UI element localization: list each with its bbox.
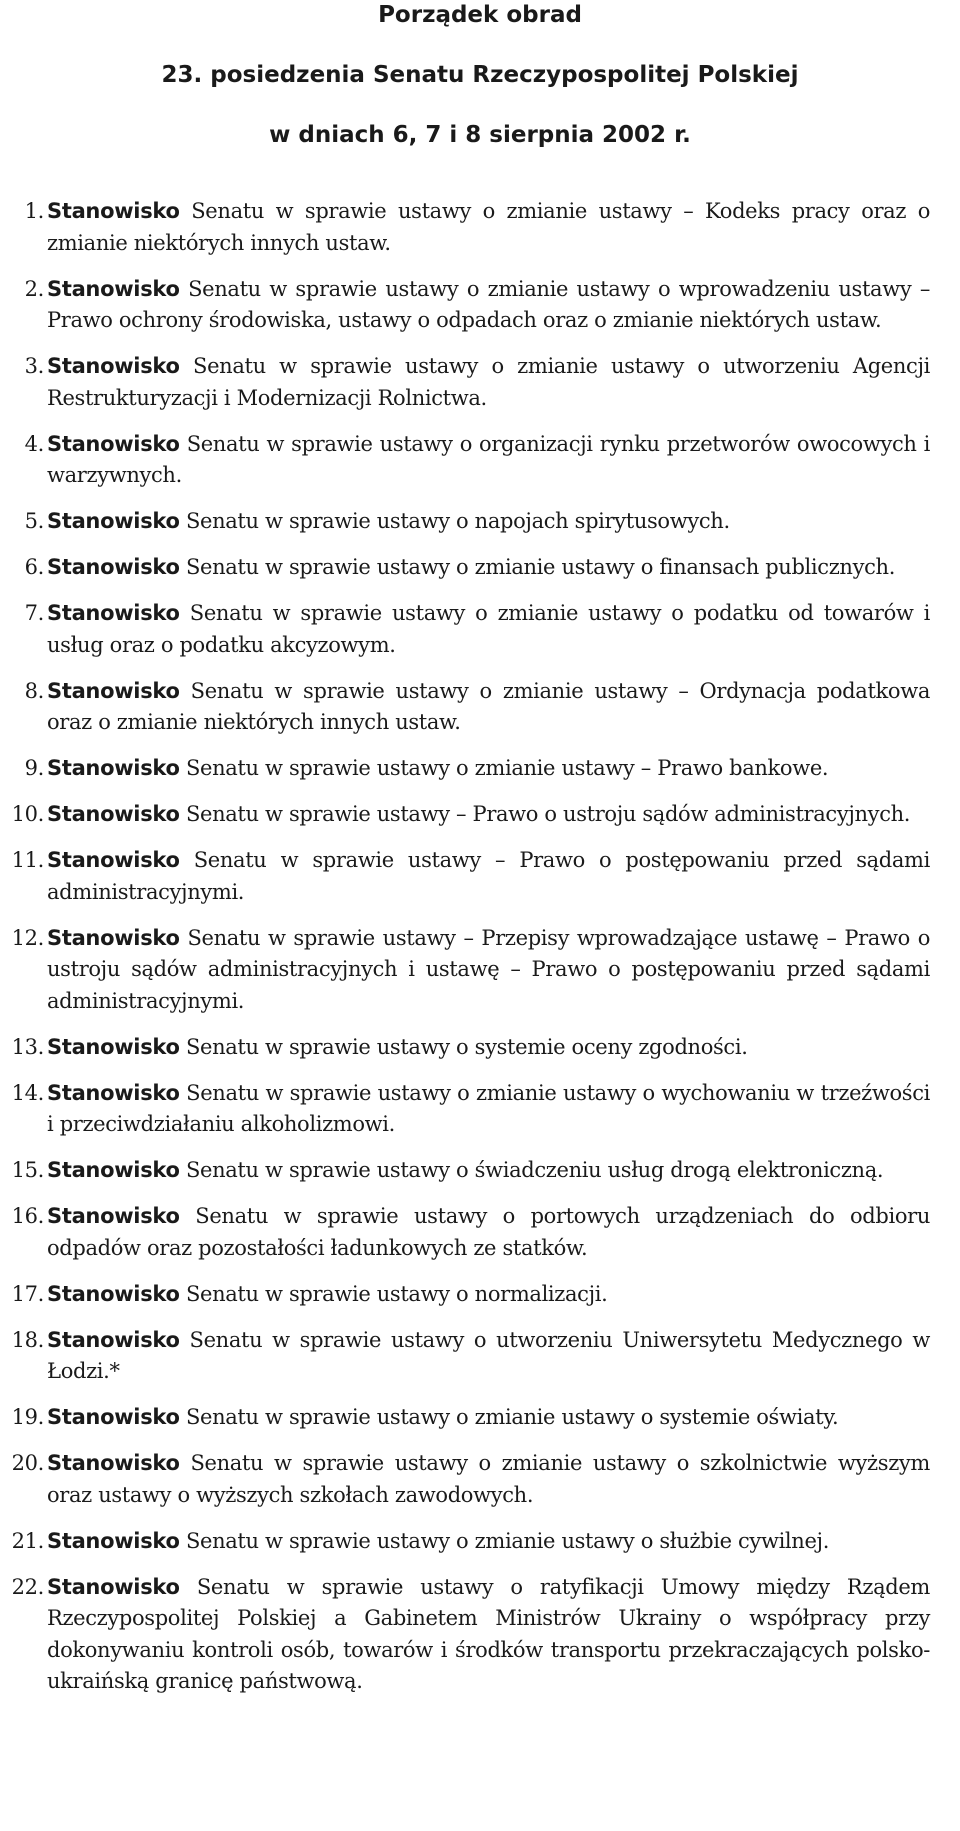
agenda-item-9 <box>16 753 930 785</box>
item-keyword: Stanowisko <box>47 925 180 950</box>
agenda-item-6 <box>16 552 930 584</box>
item-number: 15. <box>11 1158 44 1182</box>
item-number: 2. <box>24 276 44 301</box>
session-dates: w dniach 6, 7 i 8 sierpnia 2002 r. <box>269 122 691 148</box>
agenda-item-18 <box>11 1325 930 1388</box>
item-keyword: Stanowisko <box>47 1451 180 1475</box>
item-number: 11. <box>11 848 44 872</box>
item-text: Senatu w sprawie ustawy – Prawo o ustroju sądów administracyjnych. <box>179 802 911 826</box>
item-keyword: Stanowisko <box>47 1080 180 1105</box>
item-text: Senatu w sprawie ustawy o zmianie ustawy – Kodeks pracy oraz o zmianie niektórych innych ustaw. <box>47 199 930 255</box>
item-number: 19. <box>11 1405 44 1429</box>
item-text: Senatu w sprawie ustawy o zmianie ustawy o szkolnictwie wyższym oraz ustawy o wyższych szkołach zawodowych. <box>47 1451 930 1507</box>
item-text: Senatu w sprawie ustawy o zmianie ustawy o służbie cywilnej. <box>179 1528 830 1553</box>
item-text: Senatu w sprawie ustawy o normalizacji. <box>179 1281 608 1306</box>
agenda-item-1 <box>16 196 930 259</box>
agenda-item-20 <box>11 1448 930 1511</box>
item-keyword: Stanowisko <box>47 276 180 301</box>
item-keyword: Stanowisko <box>47 199 180 223</box>
item-keyword: Stanowisko <box>47 1405 180 1429</box>
item-number: 12. <box>11 925 44 950</box>
item-text: Senatu w sprawie ustawy o organizacji rynku przetworów owocowych i warzywnych. <box>47 431 930 487</box>
agenda-item-3 <box>16 351 930 414</box>
item-number: 20. <box>11 1451 44 1475</box>
item-number: 4. <box>24 431 44 456</box>
item-number: 9. <box>24 756 44 780</box>
agenda-item-16 <box>11 1201 930 1264</box>
item-keyword: Stanowisko <box>47 431 180 456</box>
item-text: Senatu w sprawie ustawy o zmianie ustawy o systemie oświaty. <box>179 1405 839 1429</box>
session-subtitle: 23. posiedzenia Senatu Rzeczypospolitej Polskiej <box>161 62 799 88</box>
item-number: 7. <box>24 601 44 625</box>
item-text: Senatu w sprawie ustawy o zmianie ustawy – Prawo bankowe. <box>179 756 829 780</box>
agenda-item-12 <box>11 923 930 1018</box>
agenda-item-5 <box>16 506 930 538</box>
item-text: Senatu w sprawie ustawy o portowych urządzeniach do odbioru odpadów oraz pozostałości ładunkowych ze statków. <box>47 1204 930 1260</box>
item-text: Senatu w sprawie ustawy o napojach spirytusowych. <box>179 509 730 533</box>
item-keyword: Stanowisko <box>47 509 180 533</box>
item-number: 1. <box>24 199 44 223</box>
item-keyword: Stanowisko <box>47 802 180 826</box>
item-keyword: Stanowisko <box>47 1574 180 1599</box>
item-keyword: Stanowisko <box>47 1528 180 1553</box>
agenda-item-22 <box>11 1572 930 1698</box>
item-number: 5. <box>24 509 44 533</box>
agenda-item-7 <box>16 598 930 661</box>
item-keyword: Stanowisko <box>47 678 180 703</box>
item-keyword: Stanowisko <box>47 1204 180 1228</box>
agenda-list <box>11 196 930 1712</box>
item-keyword: Stanowisko <box>47 1327 180 1352</box>
item-keyword: Stanowisko <box>47 756 180 780</box>
agenda-item-13 <box>11 1032 930 1064</box>
item-number: 13. <box>11 1034 44 1059</box>
item-number: 22. <box>11 1574 44 1599</box>
item-keyword: Stanowisko <box>47 848 180 872</box>
item-text: Senatu w sprawie ustawy – Prawo o postępowaniu przed sądami administracyjnymi. <box>47 848 930 904</box>
agenda-item-2 <box>16 274 930 337</box>
item-number: 21. <box>11 1528 44 1553</box>
item-text: Senatu w sprawie ustawy o zmianie ustawy o podatku od towarów i usług oraz o podatku akcyzowym. <box>47 601 930 657</box>
item-text: Senatu w sprawie ustawy o ratyfikacji Umowy między Rządem Rzeczypospolitej Polskiej a Gabinetem Ministrów Ukrainy o współpracy przy dokonywaniu kontroli osób, towarów i środków transportu przekraczających polsko-ukraińską granicę państwową. <box>47 1574 930 1693</box>
item-number: 17. <box>11 1281 44 1306</box>
item-number: 6. <box>24 555 44 579</box>
item-text: Senatu w sprawie ustawy o systemie oceny zgodności. <box>179 1034 748 1059</box>
item-text: Senatu w sprawie ustawy o zmianie ustawy o finansach publicznych. <box>179 555 896 579</box>
agenda-item-10 <box>11 799 930 831</box>
item-number: 14. <box>11 1080 44 1105</box>
item-keyword: Stanowisko <box>47 1158 180 1182</box>
item-keyword: Stanowisko <box>47 601 180 625</box>
item-number: 10. <box>11 802 44 826</box>
item-text: Senatu w sprawie ustawy o zmianie ustawy o wychowaniu w trzeźwości i przeciwdziałaniu alkoholizmowi. <box>47 1080 930 1136</box>
agenda-item-15 <box>11 1155 930 1187</box>
item-text: Senatu w sprawie ustawy o zmianie ustawy o utworzeniu Agencji Restrukturyzacji i Modernizacji Rolnictwa. <box>47 354 930 410</box>
agenda-item-14 <box>11 1078 930 1141</box>
item-text: Senatu w sprawie ustawy o zmianie ustawy o wprowadzeniu ustawy – Prawo ochrony środowiska, ustawy o odpadach oraz o zmianie niektórych ustaw. <box>47 276 930 332</box>
item-number: 18. <box>11 1327 44 1352</box>
item-number: 3. <box>24 354 44 378</box>
agenda-item-11 <box>11 845 930 908</box>
agenda-item-8 <box>16 676 930 739</box>
agenda-item-21 <box>11 1526 930 1558</box>
item-keyword: Stanowisko <box>47 1034 180 1059</box>
document-title: Porządek obrad <box>378 2 582 28</box>
item-text: Senatu w sprawie ustawy o świadczeniu usług drogą elektroniczną. <box>179 1158 884 1182</box>
item-keyword: Stanowisko <box>47 354 180 378</box>
agenda-item-4 <box>16 429 930 492</box>
item-keyword: Stanowisko <box>47 1281 180 1306</box>
item-text: Senatu w sprawie ustawy o utworzeniu Uniwersytetu Medycznego w Łodzi.* <box>47 1327 930 1383</box>
agenda-item-17 <box>11 1279 930 1311</box>
agenda-item-19 <box>11 1402 930 1434</box>
item-text: Senatu w sprawie ustawy o zmianie ustawy – Ordynacja podatkowa oraz o zmianie niektórych innych ustaw. <box>47 678 930 734</box>
item-number: 16. <box>11 1204 44 1228</box>
item-keyword: Stanowisko <box>47 555 180 579</box>
item-number: 8. <box>24 678 44 703</box>
item-text: Senatu w sprawie ustawy – Przepisy wprowadzające ustawę – Prawo o ustroju sądów administracyjnych i ustawę – Prawo o postępowaniu przed sądami administracyjnymi. <box>47 925 930 1013</box>
